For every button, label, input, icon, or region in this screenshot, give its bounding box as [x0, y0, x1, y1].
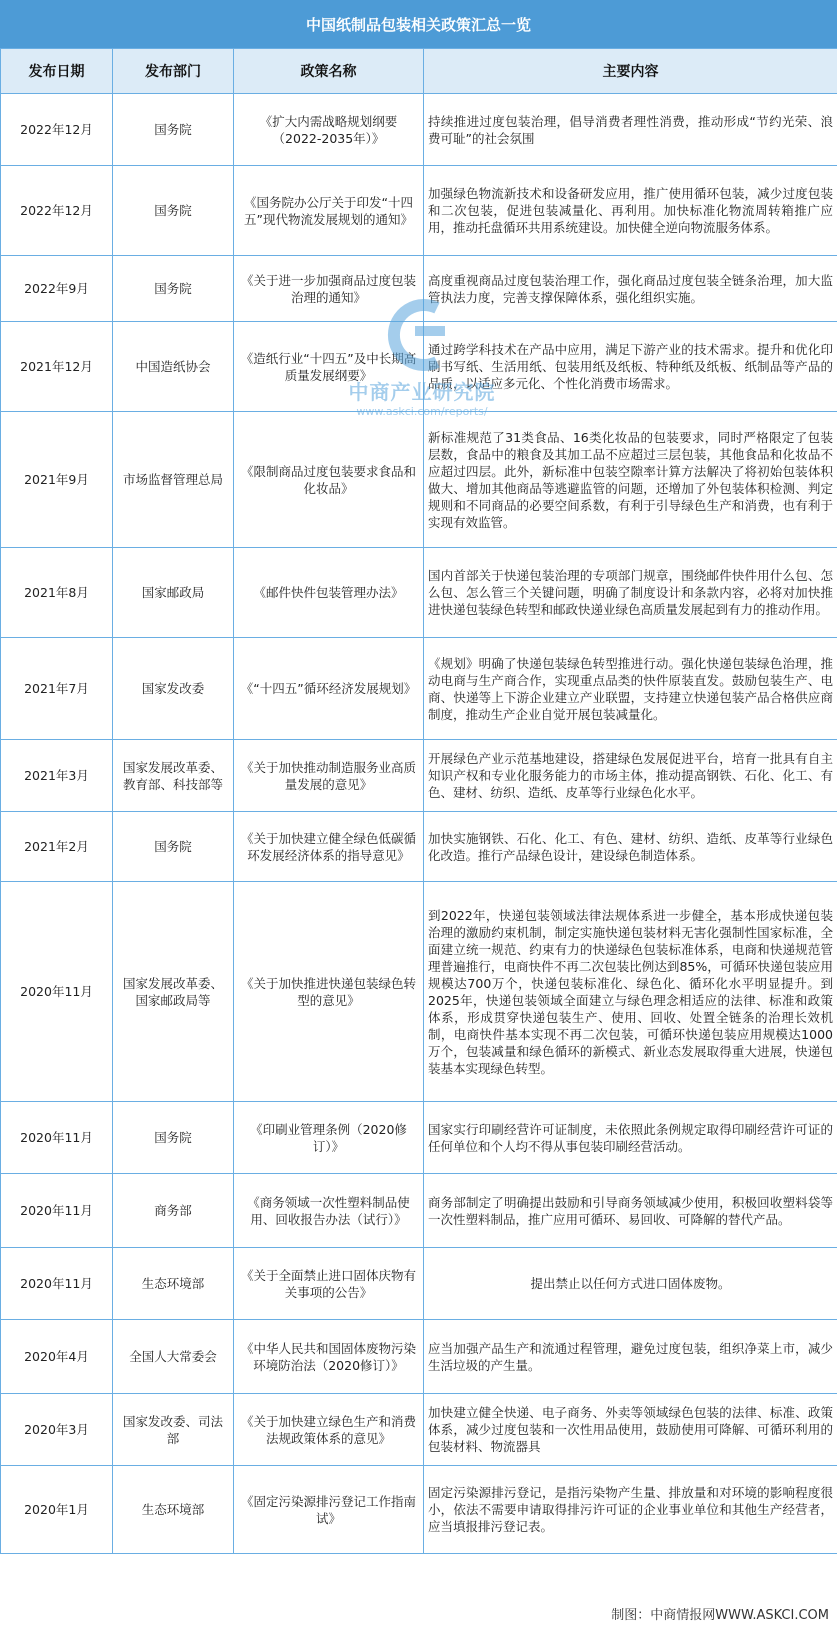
table-row [1, 882, 837, 1102]
row-content: 加强绿色物流新技术和设备研发应用，推广使用循环包装，减少过度包装和二次包装，促进包装减量化、再利用。加快标准化物流周转箱推广应用，推动托盘循环共用系统建设。加快健全逆向物流服务体系。 [424, 166, 837, 256]
row-policy-name: 《国务院办公厅关于印发“十四五”现代物流发展规划的通知》 [234, 166, 424, 256]
row-date: 2021年9月 [1, 412, 113, 548]
row-policy-name: 《关于加快推进快递包装绿色转型的意见》 [234, 882, 424, 1102]
row-policy-name: 《关于全面禁止进口固体庆物有关事项的公告》 [234, 1248, 424, 1320]
table-row [1, 166, 837, 256]
row-policy-name: 《关于加快推动制造服务业高质量发展的意见》 [234, 740, 424, 812]
row-dept: 国家发展改革委、国家邮政局等 [113, 882, 234, 1102]
row-content: 到2022年，快递包装领域法律法规体系进一步健全，基本形成快递包装治理的激励约束机制，制定实施快递包装材料无害化强制性国家标准，全面建立统一规范、约束有力的快递绿色包装标准体系，电商和快递规范管理普遍推行，电商快件不再二次包装比例达到85%，可循环快递包装应用规模达700万个，快递包装标准化、绿色化、循环化水平明显提升。到2025年，快递包装领域全面建立与绿色理念相适应的法律、标准和政策体系，形成贯穿快递包装生产、使用、回收、处置全链条的治理长效机制，电商快件基本实现不再二次包装，可循环快递包装应用规模达1000万个，包装减量和绿色循环的新模式、新业态发展取得重大进展，快递包装基本实现绿色转型。 [424, 882, 837, 1102]
row-dept: 国务院 [113, 256, 234, 322]
row-date: 2021年2月 [1, 812, 113, 882]
row-dept: 国家邮政局 [113, 548, 234, 638]
table-row [1, 638, 837, 740]
watermark-text: 中商产业研究院 [348, 380, 496, 404]
table-row [1, 256, 837, 322]
row-policy-name: 《关于加快建立绿色生产和消费法规政策体系的意见》 [234, 1394, 424, 1466]
row-date: 2022年12月 [1, 166, 113, 256]
row-date: 2020年11月 [1, 1102, 113, 1174]
row-policy-name: 《关于进一步加强商品过度包装治理的通知》 [234, 256, 424, 322]
row-date: 2020年11月 [1, 882, 113, 1102]
table-row [1, 412, 837, 548]
row-policy-name: 《印刷业管理条例（2020修订）》 [234, 1102, 424, 1174]
row-content: 高度重视商品过度包装治理工作，强化商品过度包装全链条治理，加大监管执法力度，完善支撑保障体系，强化组织实施。 [424, 256, 837, 322]
row-dept: 国家发改委、司法部 [113, 1394, 234, 1466]
row-content: 提出禁止以任何方式进口固体废物。 [424, 1248, 837, 1320]
row-content: 《规划》明确了快递包装绿色转型推进行动。强化快递包装绿色治理，推动电商与生产商合作，实现重点品类的快件原装直发。鼓励包装生产、电商、快递等上下游企业建立产业联盟，支持建立快递包装产品合格供应商制度，推动生产企业自觉开展包装减量化。 [424, 638, 837, 740]
row-dept: 国家发改委 [113, 638, 234, 740]
row-date: 2020年11月 [1, 1174, 113, 1248]
row-content: 应当加强产品生产和流通过程管理，避免过度包装，组织净菜上市，减少生活垃圾的产生量。 [424, 1320, 837, 1394]
table-row [1, 1248, 837, 1320]
row-policy-name: 《关于加快建立健全绿色低碳循环发展经济体系的指导意见》 [234, 812, 424, 882]
row-date: 2021年3月 [1, 740, 113, 812]
row-date: 2021年12月 [1, 322, 113, 412]
row-content: 国内首部关于快递包装治理的专项部门规章，围绕邮件快件用什么包、怎么包、怎么管三个关键问题，明确了制度设计和条款内容，必将对加快推进快递包装绿色转型和邮政快递业绿色高质量发展起到有力的推动作用。 [424, 548, 837, 638]
row-date: 2021年8月 [1, 548, 113, 638]
row-dept: 国务院 [113, 94, 234, 166]
row-policy-name: 《邮件快件包装管理办法》 [234, 548, 424, 638]
table-row [1, 1394, 837, 1466]
header-content: 主要内容 [424, 49, 837, 94]
table-row [1, 94, 837, 166]
row-content: 加快实施钢铁、石化、化工、有色、建材、纺织、造纸、皮革等行业绿色化改造。推行产品绿色设计，建设绿色制造体系。 [424, 812, 837, 882]
row-content: 持续推进过度包装治理，倡导消费者理性消费，推动形成“节约光荣、浪费可耻”的社会氛围 [424, 94, 837, 166]
row-dept: 国家发展改革委、教育部、科技部等 [113, 740, 234, 812]
row-content: 加快建立健全快递、电子商务、外卖等领域绿色包装的法律、标准、政策体系，减少过度包装和一次性用品使用，鼓励使用可降解、可循环利用的包装材料、物流器具 [424, 1394, 837, 1466]
row-dept: 商务部 [113, 1174, 234, 1248]
row-dept: 国务院 [113, 1102, 234, 1174]
table-row [1, 1320, 837, 1394]
row-content: 开展绿色产业示范基地建设，搭建绿色发展促进平台，培育一批具有自主知识产权和专业化服务能力的市场主体，推动提高钢铁、石化、化工、有色、建材、纺织、造纸、皮革等行业绿色化水平。 [424, 740, 837, 812]
table-row [1, 548, 837, 638]
header-name: 政策名称 [234, 49, 424, 94]
table-row [1, 1174, 837, 1248]
row-dept: 生态环境部 [113, 1466, 234, 1554]
row-date: 2020年4月 [1, 1320, 113, 1394]
table-row [1, 322, 837, 412]
watermark-url: www.askci.com/reports/ [356, 405, 488, 418]
row-content: 固定污染源排污登记，是指污染物产生量、排放量和对环境的影响程度很小，依法不需要申请取得排污许可证的企业事业单位和其他生产经营者，应当填报排污登记表。 [424, 1466, 837, 1554]
row-content: 国家实行印刷经营许可证制度，未依照此条例规定取得印刷经营许可证的任何单位和个人均不得从事包装印刷经营活动。 [424, 1102, 837, 1174]
row-date: 2022年12月 [1, 94, 113, 166]
header-date: 发布日期 [1, 49, 113, 94]
row-date: 2020年1月 [1, 1466, 113, 1554]
row-content: 商务部制定了明确提出鼓励和引导商务领域减少使用，积极回收塑料袋等一次性塑料制品，推广应用可循环、易回收、可降解的替代产品。 [424, 1174, 837, 1248]
row-date: 2020年11月 [1, 1248, 113, 1320]
table-row [1, 1102, 837, 1174]
row-date: 2020年3月 [1, 1394, 113, 1466]
row-dept: 生态环境部 [113, 1248, 234, 1320]
row-policy-name: 《中华人民共和国固体废物污染环境防治法（2020修订）》 [234, 1320, 424, 1394]
table-row [1, 740, 837, 812]
row-dept: 中国造纸协会 [113, 322, 234, 412]
row-policy-name: 《“十四五”循环经济发展规划》 [234, 638, 424, 740]
header-dept: 发布部门 [113, 49, 234, 94]
policy-table [0, 48, 837, 1554]
row-dept: 国务院 [113, 166, 234, 256]
row-content: 新标准规范了31类食品、16类化妆品的包装要求，同时严格限定了包装层数，食品中的粮食及其加工品不应超过三层包装，其他食品和化妆品不应超过四层。此外，新标准中包装空隙率计算方法解决了将初始包装体积做大、增加其他商品等逃避监管的问题，还增加了外包装体积检测、判定规则和不同商品的必要空间系数，有利于引导绿色生产和消费，也有利于实现有效监管。 [424, 412, 837, 548]
row-policy-name: 《限制商品过度包装要求食品和化妆品》 [234, 412, 424, 548]
row-date: 2022年9月 [1, 256, 113, 322]
row-date: 2021年7月 [1, 638, 113, 740]
footer-credit: 制图：中商情报网WWW.ASKCI.COM [611, 1608, 829, 1623]
page-title: 中国纸制品包装相关政策汇总一览 [0, 0, 837, 48]
row-policy-name: 《固定污染源排污登记工作指南试》 [234, 1466, 424, 1554]
row-dept: 市场监督管理总局 [113, 412, 234, 548]
row-policy-name: 《商务领域一次性塑料制品使用、回收报告办法（试行）》 [234, 1174, 424, 1248]
row-policy-name: 《扩大内需战略规划纲要（2022-2035年）》 [234, 94, 424, 166]
row-policy-name: 《造纸行业“十四五”及中长期高质量发展纲要》 [234, 322, 424, 412]
table-row [1, 812, 837, 882]
row-content: 通过跨学科技术在产品中应用，满足下游产业的技术需求。提升和优化印刷书写纸、生活用纸、包装用纸及纸板、特种纸及纸板、纸制品等产品的品质，以适应多元化、个性化消费市场需求。 [424, 322, 837, 412]
table-row [1, 1466, 837, 1554]
row-dept: 国务院 [113, 812, 234, 882]
table-header-row [1, 49, 837, 94]
row-dept: 全国人大常委会 [113, 1320, 234, 1394]
